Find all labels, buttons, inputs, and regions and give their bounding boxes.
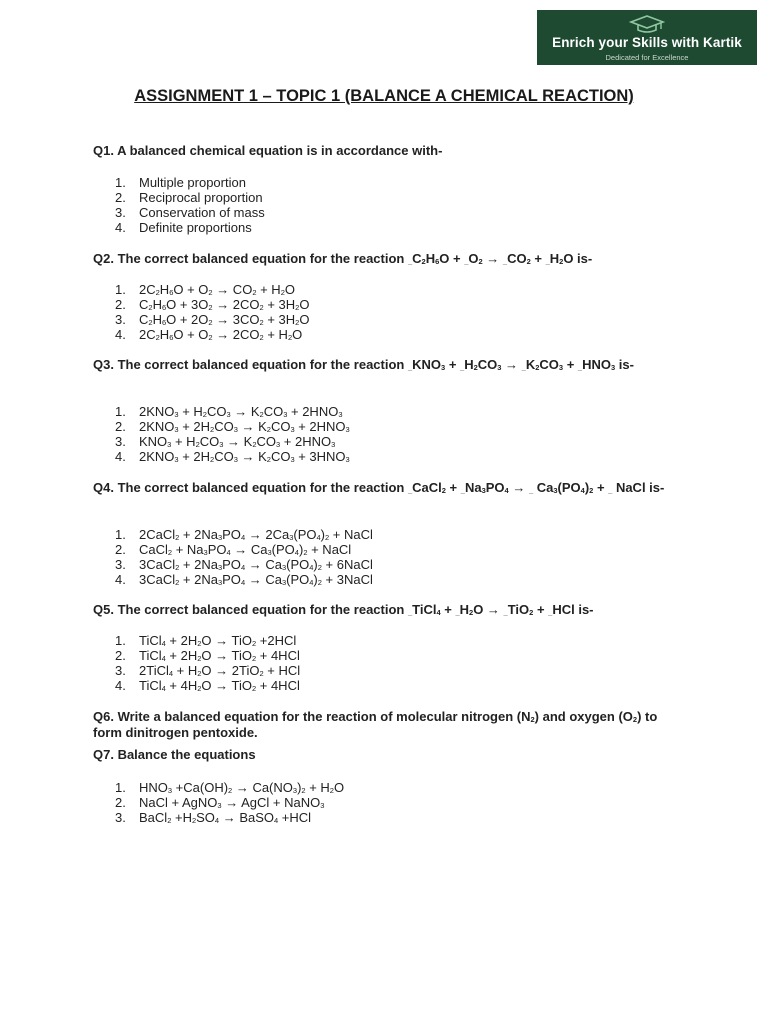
option-number: 1. — [115, 175, 126, 190]
option-text: $2KNO_3 + H_2CO_3 \to K_2CO_3 + 2HNO_3$ — [139, 404, 343, 419]
option-text: $C_2H_6O + 2O_2 \to 3CO_2 + 3H_2O$ — [139, 312, 310, 327]
option-item — [93, 327, 309, 342]
option-number: 3. — [115, 557, 126, 572]
option-text: 3CaCl$_2$ + $2Na_3PO_4 \to Ca_3(PO_4)_2$ + 6NaCl — [139, 557, 373, 572]
question-5-options — [93, 633, 300, 693]
option-item — [93, 648, 300, 663]
option-number: 2. — [115, 419, 126, 434]
option-number: 3. — [115, 434, 126, 449]
option-item — [93, 282, 309, 297]
logo-title: Enrich your Skills with Kartik — [552, 35, 742, 50]
question-4: Q4. The correct balanced equation for the reaction $_{\_}$CaCl$_2$ + $_{\_}Na_3PO_4 \to _{\_}$ $Ca_3(PO_4)_2 + _{\_}$ NaCl is- — [93, 480, 665, 495]
option-item — [93, 780, 344, 795]
option-number: 2. — [115, 297, 126, 312]
option-item — [93, 419, 350, 434]
option-item — [93, 795, 344, 810]
question-4-options — [93, 527, 373, 587]
option-number: 3. — [115, 312, 126, 327]
option-number: 3. — [115, 663, 126, 678]
option-number: 4. — [115, 327, 126, 342]
option-text: NaCl + AgNO$_3$ → AgCl + NaNO$_3$ — [139, 795, 325, 810]
option-text: Conservation of mass — [139, 205, 265, 220]
option-text: CaCl$_2$ + $Na_3PO_4 \to Ca_3(PO_4)_2$ + NaCl — [139, 542, 352, 557]
option-text: $KNO_3 + H_2CO_3 \to K_2CO_3 + 2HNO_3$ — [139, 434, 336, 449]
option-item — [93, 678, 300, 693]
question-2-options — [93, 282, 309, 342]
question-5: Q5. The correct balanced equation for the reaction $_{\_}$TiCl$_4$ + $_{\_}H_2O \to _{\_}TiO_2 + _{\_}HCl$ is- — [93, 602, 594, 617]
option-number: 1. — [115, 282, 126, 297]
option-number: 1. — [115, 527, 126, 542]
question-2: Q2. The correct balanced equation for the reaction $_{\_}C_2H_6O + _{\_}O_2 \to _{\_}CO_2 + _{\_}H_2O$ is- — [93, 251, 593, 266]
brand-logo — [537, 10, 757, 65]
option-text: $HNO_3 +Ca(OH)_2 \to Ca(NO_3)_2 + H_2O$ — [139, 780, 345, 795]
option-text: TiCl$_4$ + $4H_2O \to TiO_2 + 4HCl$ — [139, 678, 300, 693]
question-7: Q7. Balance the equations — [93, 747, 256, 762]
option-item — [93, 810, 344, 825]
question-6: Q6. Write a balanced equation for the reaction of molecular nitrogen $(N_2)$ and oxygen $(O_2)$ to form dinitrogen pentoxide. — [93, 709, 658, 740]
logo-subtitle: Dedicated for Excellence — [605, 53, 689, 62]
option-number: 4. — [115, 678, 126, 693]
option-number: 2. — [115, 795, 126, 810]
question-1: Q1. A balanced chemical equation is in accordance with- — [93, 143, 443, 158]
option-text: $2KNO_3 + 2H_2CO_3 \to K_2CO_3 + 2HNO_3$ — [139, 419, 350, 434]
question-3-options — [93, 404, 350, 464]
option-item — [93, 633, 300, 648]
option-text: $2C_2H_6O + O_2 \to 2CO_2 + H_2O$ — [139, 327, 303, 342]
option-number: 2. — [115, 190, 126, 205]
option-text: $2KNO_3 + 2H_2CO_3 \to K_2CO_3 + 3HNO_3$ — [139, 449, 350, 464]
option-item — [93, 434, 350, 449]
option-text: $2C_2H_6O + O_2 \to CO_2 + H_2O$ — [139, 282, 295, 297]
option-number: 2. — [115, 648, 126, 663]
option-number: 4. — [115, 220, 126, 235]
option-number: 3. — [115, 810, 126, 825]
option-item — [93, 312, 309, 327]
option-item — [93, 527, 373, 542]
option-item — [93, 297, 309, 312]
question-3: Q3. The correct balanced equation for the reaction $_{\_}KNO_3 + _{\_}H_2CO_3 \to _{\_}K_2CO_3 + _{\_}HNO_3$ is- — [93, 357, 634, 372]
question-7-options — [93, 780, 344, 825]
option-text: 2CaCl$_2$ + $2Na_3PO_4 \to 2Ca_3(PO_4)_2$ + NaCl — [139, 527, 373, 542]
option-number: 4. — [115, 449, 126, 464]
option-item — [93, 572, 373, 587]
graduation-cap-icon — [629, 14, 665, 36]
option-item — [93, 663, 300, 678]
option-item — [93, 449, 350, 464]
option-item — [93, 404, 350, 419]
option-item — [93, 220, 265, 235]
option-number: 1. — [115, 780, 126, 795]
option-number: 1. — [115, 404, 126, 419]
option-item — [93, 175, 265, 190]
option-text: BaCl$_2$ $+H_2SO_4$ → BaSO$_4$ +HCl — [139, 810, 312, 825]
option-number: 3. — [115, 205, 126, 220]
option-text: Reciprocal proportion — [139, 190, 263, 205]
option-text: 2TiCl$_4$ + $H_2O \to 2TiO_2$ + HCl — [139, 663, 301, 678]
option-text: TiCl$_4$ + $2H_2O \to TiO_2 +2HCl$ — [139, 633, 297, 648]
option-text: TiCl$_4$ + $2H_2O \to TiO_2 + 4HCl$ — [139, 648, 300, 663]
option-item — [93, 557, 373, 572]
option-number: 1. — [115, 633, 126, 648]
option-text: Multiple proportion — [139, 175, 246, 190]
option-text: Definite proportions — [139, 220, 252, 235]
option-item — [93, 542, 373, 557]
option-item — [93, 205, 265, 220]
option-item — [93, 190, 265, 205]
option-text: 3CaCl$_2$ + $2Na_3PO_4 \to Ca_3(PO_4)_2$ + 3NaCl — [139, 572, 373, 587]
option-number: 2. — [115, 542, 126, 557]
question-1-options — [93, 175, 265, 235]
option-text: $C_2H_6O + 3O_2 \to 2CO_2 + 3H_2O$ — [139, 297, 310, 312]
option-number: 4. — [115, 572, 126, 587]
page-title: ASSIGNMENT 1 – TOPIC 1 (BALANCE A CHEMICAL REACTION) — [134, 87, 634, 105]
